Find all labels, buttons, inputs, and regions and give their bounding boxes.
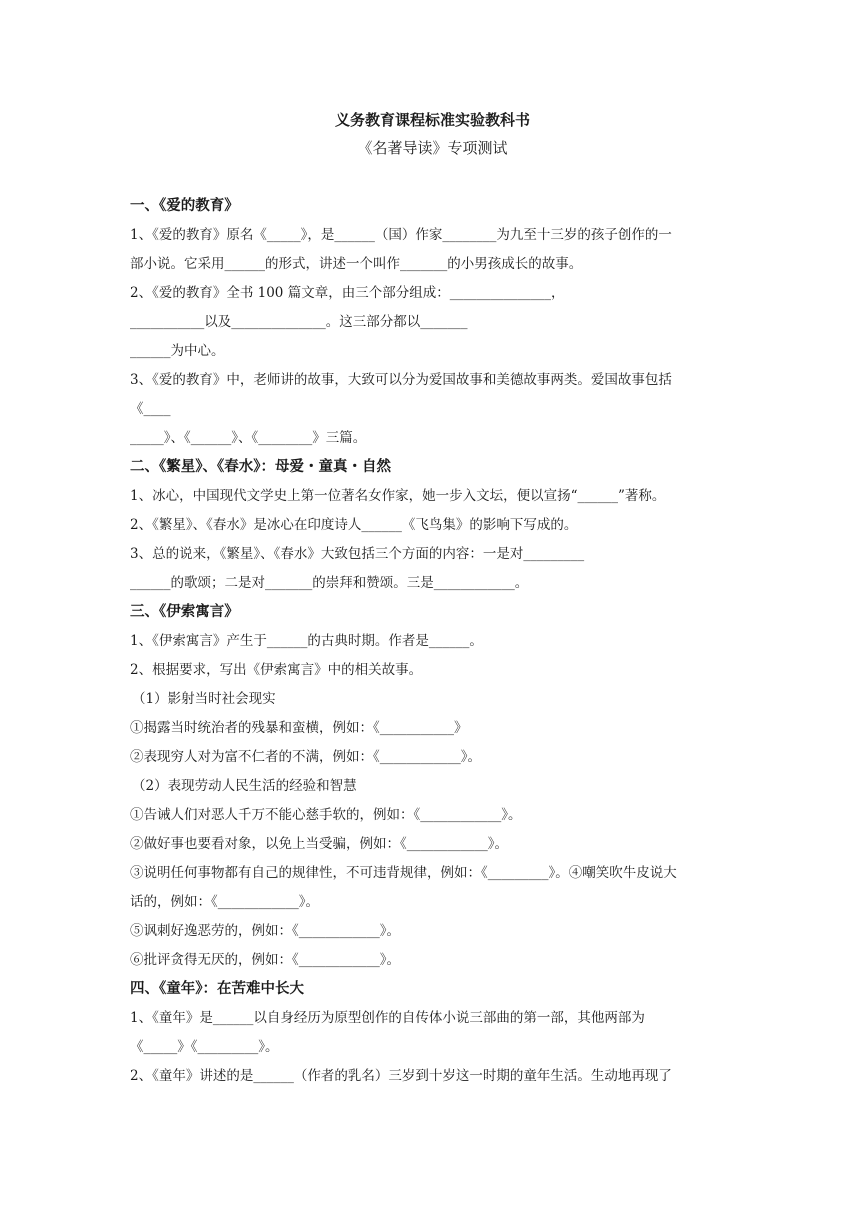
question-line: ______为中心。 [130,343,225,359]
question-line: _____》、《______》、《________》三篇。 [130,430,367,446]
question-line: ②做好事也要看对象，以免上当受骗，例如：《____________》。 [130,836,508,852]
document-subtitle: 《名著导读》专项测试 [357,139,508,157]
question-line: ③说明任何事物都有自己的规律性，不可违背规律，例如：《_________》。④嘲笑吹牛皮说大 [130,865,677,881]
section-heading: 二、《繁星》、《春水》：母爱・童真・自然 [130,459,391,475]
question-line: 2、《童年》讲述的是______（作者的乳名）三岁到十岁这一时期的童年生活。生动地再现了 [130,1068,672,1084]
section-3 [130,598,735,975]
question-line: 《_____》《_________》。 [130,1039,279,1055]
section-heading: 四、《童年》：在苦难中长大 [130,981,304,997]
question-line: 话的，例如：《____________》。 [130,894,319,910]
question-line: ②表现穷人对为富不仁者的不满，例如：《____________》。 [130,749,481,765]
question-line: ⑤讽刺好逸恶劳的，例如：《____________》。 [130,923,400,939]
question-line: 部小说。它采用______的形式，讲述一个叫作_______的小男孩成长的故事。 [130,256,583,272]
question-line: ______的歌颂；二是对_______的崇拜和赞颂。三是____________。 [130,575,529,591]
question-line: ⑥批评贪得无厌的，例如：《____________》。 [130,952,400,968]
document-page [130,106,735,1091]
question-line: 2、根据要求，写出《伊索寓言》中的相关故事。 [130,662,423,678]
question-line: ___________以及______________。这三部分都以_______ [130,314,468,330]
question-line: 《____ [130,401,171,417]
question-line: 1、《爱的教育》原名《_____》，是______（国）作家________为九至十三岁的孩子创作的一 [130,227,672,243]
question-line: ①告诫人们对恶人千万不能心慈手软的，例如：《____________》。 [130,807,522,823]
section-heading: 三、《伊索寓言》 [130,604,239,620]
question-line: 2、《繁星》、《春水》是冰心在印度诗人______《飞鸟集》的影响下写成的。 [130,517,578,533]
question-line: 1、《童年》是______以自身经历为原型创作的自传体小说三部曲的第一部，其他两部为 [130,1010,645,1026]
question-line: ①揭露当时统治者的残暴和蛮横，例如：《___________》 [130,720,468,736]
document-title: 义务教育课程标准实验教科书 [334,111,530,129]
title-block [130,106,735,162]
section-2 [130,453,735,598]
section-4 [130,975,735,1091]
section-heading: 一、《爱的教育》 [130,198,239,214]
question-line: 3、总的说来，《繁星》、《春水》大致包括三个方面的内容：一是对_________ [130,546,585,562]
question-line: （2）表现劳动人民生活的经验和智慧 [132,778,357,794]
question-line: （1）影射当时社会现实 [132,691,276,707]
question-line: 1、《伊索寓言》产生于______的古典时期。作者是______。 [130,633,483,649]
question-line: 1、冰心，中国现代文学史上第一位著名女作家，她一步入文坛，便以宣扬“______”著称。 [130,488,666,504]
section-1 [130,192,735,453]
question-line: 2、《爱的教育》全书 100 篇文章，由三个部分组成：_______________， [130,285,565,301]
question-line: 3、《爱的教育》中，老师讲的故事，大致可以分为爱国故事和美德故事两类。爱国故事包括 [130,372,672,388]
